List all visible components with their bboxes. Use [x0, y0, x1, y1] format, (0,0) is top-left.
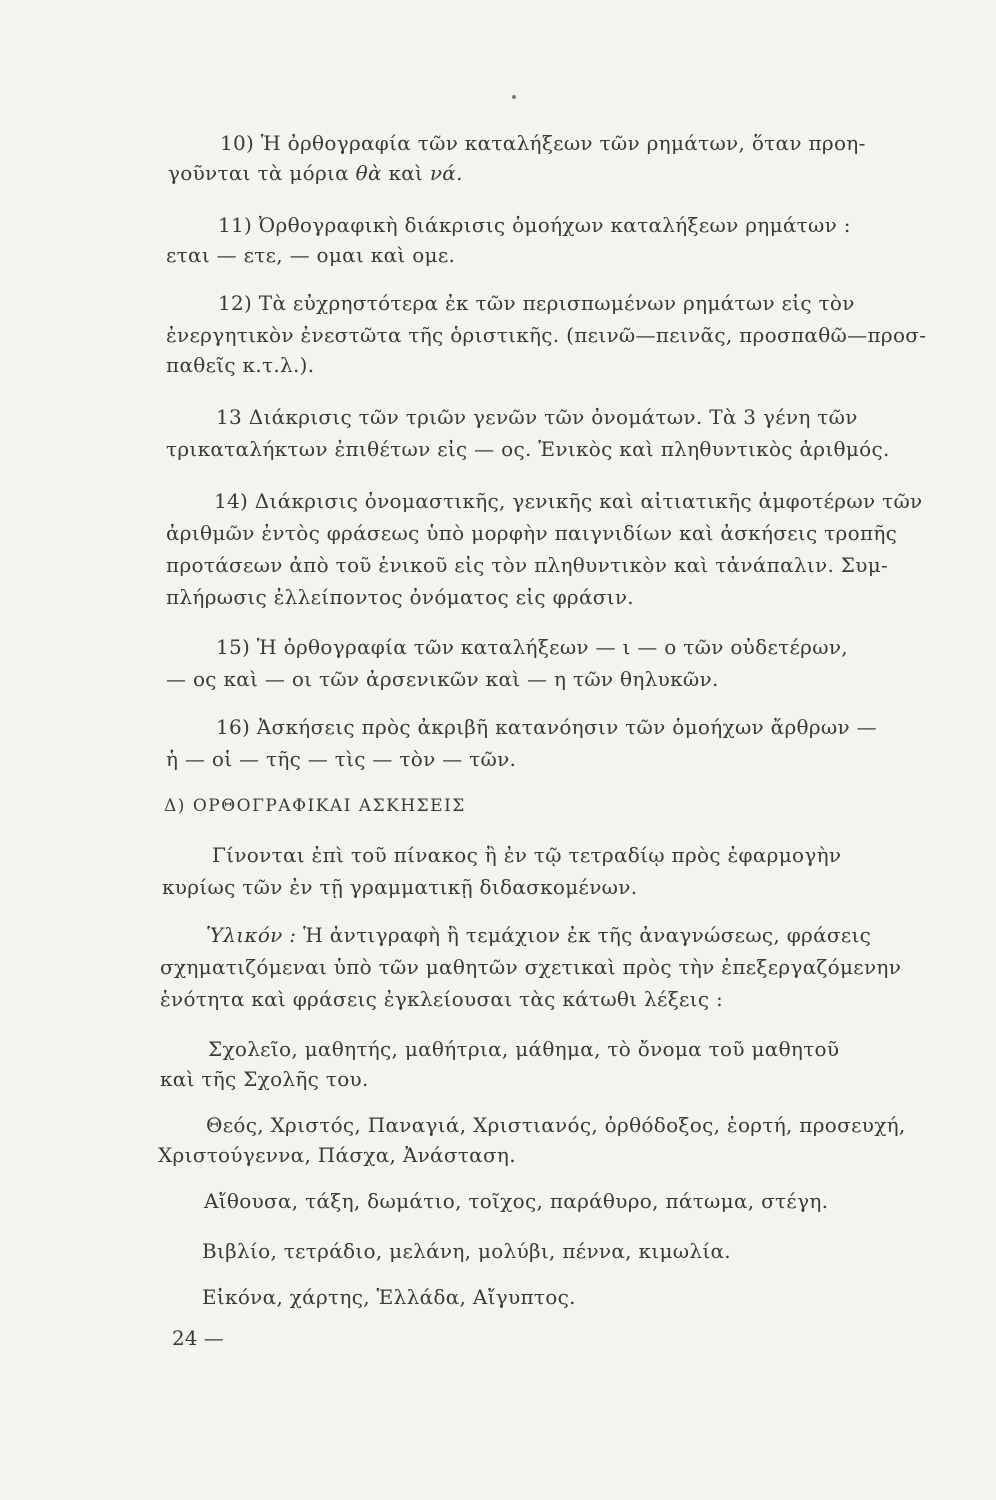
section-10-kai: καὶ: [381, 161, 430, 185]
section-12-line-3: παθεῖς κ.τ.λ.).: [166, 353, 315, 377]
intro-line-1: Γίνονται ἐπὶ τοῦ πίνακος ἢ ἐν τῷ τετραδίῳ πρὸς ἐφαρμογὴν: [212, 843, 842, 867]
material-text: Ἡ ἀντιγραφὴ ἢ τεμάχιον ἐκ τῆς ἀναγνώσεως, φράσεις: [296, 923, 872, 947]
material-line-2: σχηματιζόμεναι ὑπὸ τῶν μαθητῶν σχετικαὶ πρὸς τὴν ἐπεξεργαζόμενην: [160, 955, 902, 979]
words-school-line-2: καὶ τῆς Σχολῆς του.: [160, 1067, 369, 1091]
section-14-line-2: ἀριθμῶν ἐντὸς φράσεως ὑπὸ μορφὴν παιγνιδίων καὶ ἀσκήσεις τροπῆς: [166, 521, 898, 545]
words-faith-line-1: Θεός, Χριστός, Παναγιά, Χριστιανός, ὀρθόδοξος, ἑορτή, προσευχή,: [206, 1113, 906, 1137]
section-14-line-4: πλήρωσις ἐλλείποντος ὀνόματος εἰς φράσιν.: [166, 585, 634, 609]
material-line-3: ἑνότητα καὶ φράσεις ἐγκλείουσαι τὰς κάτωθι λέξεις :: [160, 987, 724, 1011]
words-faith-line-2: Χριστούγεννα, Πάσχα, Ἀνάσταση.: [158, 1143, 516, 1167]
page-number: 24 —: [172, 1326, 224, 1350]
section-11-line-1: 11) Ὀρθογραφικὴ διάκρισις ὁμοήχων καταλήξεων ρημάτων :: [218, 213, 851, 237]
section-heading-orthography-exercises: Δ) ΟΡΘΟΓΡΑΦΙΚΑΙ ΑΣΚΗΣΕΙΣ: [164, 796, 466, 816]
words-school-line-1: Σχολεῖο, μαθητής, μαθήτρια, μάθημα, τὸ ὄνομα τοῦ μαθητοῦ: [208, 1037, 840, 1061]
material-line-1: [206, 920, 871, 950]
section-10-na: νά.: [429, 161, 463, 185]
section-16-line-1: 16) Ἀσκήσεις πρὸς ἀκριβῆ κατανόησιν τῶν ὁμοήχων ἄρθρων —: [216, 715, 877, 739]
section-14-line-1: 14) Διάκρισις ὀνομαστικῆς, γενικῆς καὶ αἰτιατικῆς ἀμφοτέρων τῶν: [214, 489, 923, 513]
material-label: Ὑλικόν :: [206, 923, 297, 947]
section-14-line-3: προτάσεων ἀπὸ τοῦ ἑνικοῦ εἰς τὸν πληθυντικὸν καὶ τἀνάπαλιν. Συμ-: [166, 553, 889, 577]
intro-line-2: κυρίως τῶν ἐν τῇ γραμματικῇ διδασκομένων.: [162, 875, 638, 899]
section-15-line-1: 15) Ἡ ὀρθογραφία τῶν καταλήξεων — ι — ο τῶν οὐδετέρων,: [216, 635, 848, 659]
section-16-line-2: ἡ — οἱ — τῆς — τὶς — τὸν — τῶν.: [166, 747, 517, 771]
section-13-line-2: τρικαταλήκτων ἐπιθέτων εἰς — ος. Ἑνικὸς καὶ πληθυντικὸς ἀριθμός.: [166, 437, 890, 461]
words-geography: Εἰκόνα, χάρτης, Ἑλλάδα, Αἴγυπτος.: [202, 1285, 576, 1309]
section-13-line-1: 13 Διάκρισις τῶν τριῶν γενῶν τῶν ὀνομάτων. Τὰ 3 γένη τῶν: [216, 405, 858, 429]
words-classroom: Αἴθουσα, τάξη, δωμάτιο, τοῖχος, παράθυρο, πάτωμα, στέγη.: [204, 1189, 829, 1213]
section-10-text: γοῦνται τὰ μόρια: [168, 161, 356, 185]
section-11-line-2: εται — ετε, — ομαι καὶ ομε.: [166, 243, 456, 267]
section-10-line-2: [168, 158, 463, 188]
section-15-line-2: — ος καὶ — οι τῶν ἀρσενικῶν καὶ — η τῶν θηλυκῶν.: [166, 667, 719, 691]
words-supplies: Βιβλίο, τετράδιο, μελάνη, μολύβι, πέννα, κιμωλία.: [202, 1239, 731, 1263]
section-12-line-1: 12) Τὰ εὐχρηστότερα ἐκ τῶν περισπωμένων ρημάτων εἰς τὸν: [218, 291, 855, 315]
section-10-line-1: 10) Ἡ ὀρθογραφία τῶν καταλήξεων τῶν ρημάτων, ὅταν προη-: [220, 131, 866, 155]
section-10-tha: θὰ: [355, 161, 382, 185]
section-12-line-2: ἐνεργητικὸν ἐνεστῶτα τῆς ὁριστικῆς. (πεινῶ—πεινᾶς, προσπαθῶ—προσ-: [166, 323, 927, 347]
ink-speck: [512, 95, 516, 99]
